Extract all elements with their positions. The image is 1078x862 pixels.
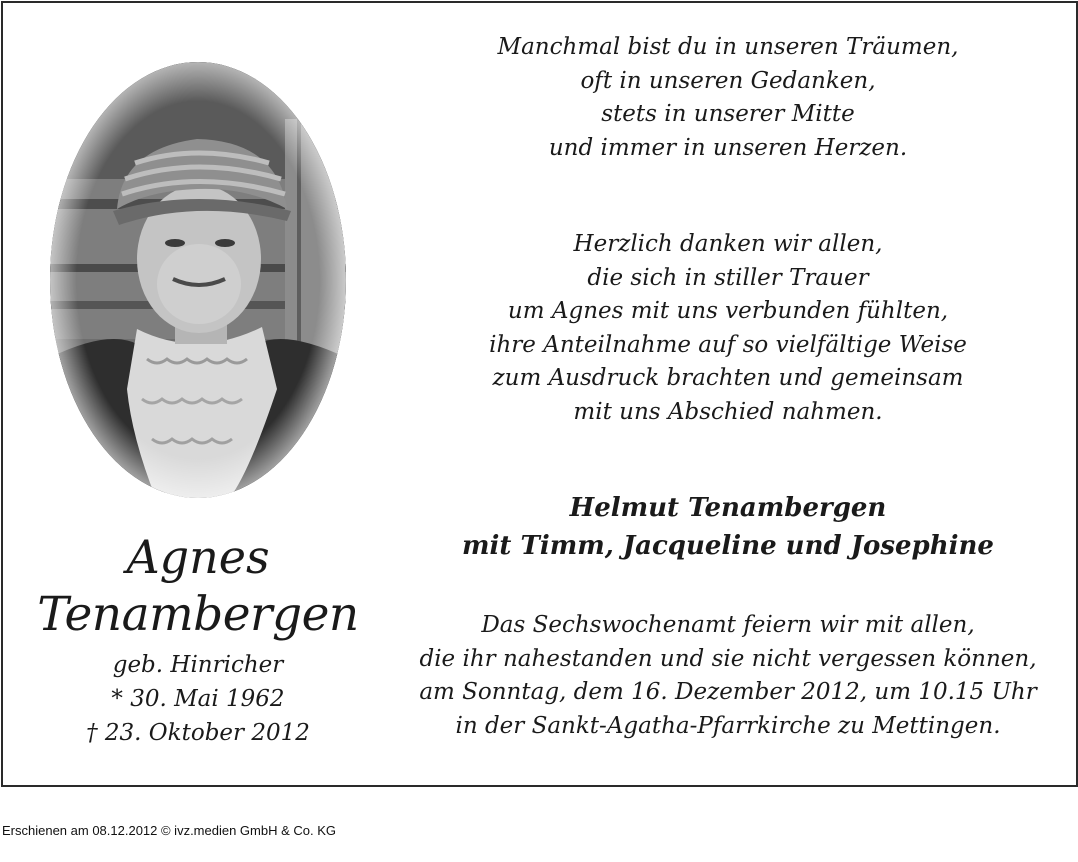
birth-date: * 30. Mai 1962 [111, 686, 285, 712]
verse-line: oft in unseren Gedanken, [580, 67, 876, 94]
family-line: Helmut Tenambergen [569, 493, 887, 523]
family-signature [383, 489, 1073, 565]
notice-line: am Sonntag, dem 16. Dezember 2012, um 10.15 Uhr [419, 679, 1037, 705]
verse-line: stets in unserer Mitte [601, 101, 855, 127]
thanks-line: um Agnes mit uns verbunden fühlten, [507, 298, 949, 324]
birth-name: geb. Hinricher [112, 652, 284, 678]
last-name: Tenambergen [37, 587, 359, 642]
thanks-line: zum Ausdruck brachten und gemeinsam [492, 365, 964, 391]
verse-line: und immer in unseren Herzen. [548, 134, 908, 161]
family-line: mit Timm, Jacqueline und Josephine [462, 531, 994, 561]
deceased-info [3, 528, 393, 750]
publication-footer: Erschienen am 08.12.2012 © ivz.medien GmbH & Co. KG [2, 823, 337, 838]
thanks-line: die sich in stiller Trauer [587, 264, 869, 291]
thanks-line: ihre Anteilnahme auf so vielfältige Weise [489, 331, 967, 358]
thanks-line: mit uns Abschied nahmen. [573, 398, 883, 425]
notice-line: die ihr nahestanden und sie nicht vergessen können, [419, 645, 1037, 672]
mass-notice [383, 609, 1073, 743]
obituary-card [1, 1, 1078, 787]
notice-line: Das Sechswochenamt feiern wir mit allen, [481, 612, 975, 638]
death-date: † 23. Oktober 2012 [86, 720, 310, 746]
message-column [383, 31, 1073, 743]
verse-block [383, 31, 1073, 165]
first-name: Agnes [126, 530, 270, 584]
notice-line: in der Sankt-Agatha-Pfarrkirche zu Mettingen. [455, 712, 1001, 739]
portrait-photo [47, 59, 349, 501]
verse-line: Manchmal bist du in unseren Träumen, [497, 34, 959, 60]
thanks-line: Herzlich danken wir allen, [573, 231, 883, 257]
thanks-block [383, 228, 1073, 429]
